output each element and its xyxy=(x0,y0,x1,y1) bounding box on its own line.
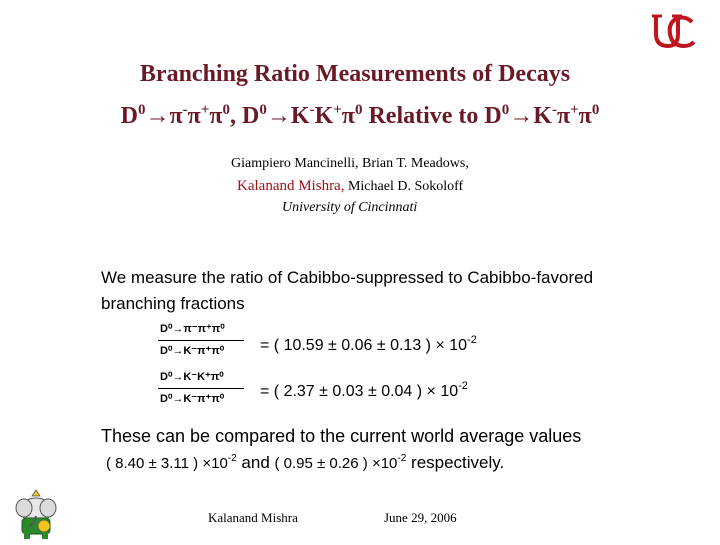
footer-date: June 29, 2006 xyxy=(384,510,457,525)
comparison-text: These can be compared to the current world average values xyxy=(101,426,582,446)
ratio2-denominator: D⁰→K⁻π⁺π⁰ xyxy=(160,393,225,405)
ratio1-denominator: D⁰→K⁻π⁺π⁰ xyxy=(160,345,225,357)
uc-logo-icon xyxy=(650,12,696,52)
authors-line2: Kalanand Mishra, Michael D. Sokoloff xyxy=(237,178,464,194)
ratio1-numerator: D⁰→π⁻π⁺π⁰ xyxy=(160,323,225,335)
mascot-elephant-icon xyxy=(6,488,66,540)
ratio2-result: = ( 2.37 ± 0.03 ± 0.04 ) × $10^{-2}$ xyxy=(260,380,468,400)
presenter-name: Kalanand Mishra, xyxy=(237,178,345,194)
footer-presenter: Kalanand Mishra xyxy=(208,510,298,525)
ratio2-numerator: D⁰→K⁻K⁺π⁰ xyxy=(160,371,224,383)
slide-subtitle: $D^0\to\pi^-\pi^+\pi^0$, $D^0\to K^-K^+\pi^0$ Relative to $D^0\to K^-\pi^+\pi^0$ xyxy=(120,102,600,129)
authors-line1: Giampiero Mancinelli, Brian T. Meadows, xyxy=(231,156,469,171)
world-average-values: ( 8.40 ± 3.11 ) $\times 10^{-2}$ and ( 0.95 ± 0.26 ) $\times 10^{-2}$ respectively. xyxy=(106,453,505,472)
affiliation: University of Cincinnati xyxy=(282,200,418,215)
intro-text: We measure the ratio of Cabibbo-suppressed to Cabibbo-favored branching fractions xyxy=(101,268,594,313)
ratio2-fraction-line xyxy=(158,388,244,389)
ratio1-fraction-line xyxy=(158,340,244,341)
ratio1-result: = ( 10.59 ± 0.06 ± 0.13 ) × $10^{-2}$ xyxy=(260,334,477,354)
slide-title: Branching Ratio Measurements of Decays xyxy=(139,61,571,87)
